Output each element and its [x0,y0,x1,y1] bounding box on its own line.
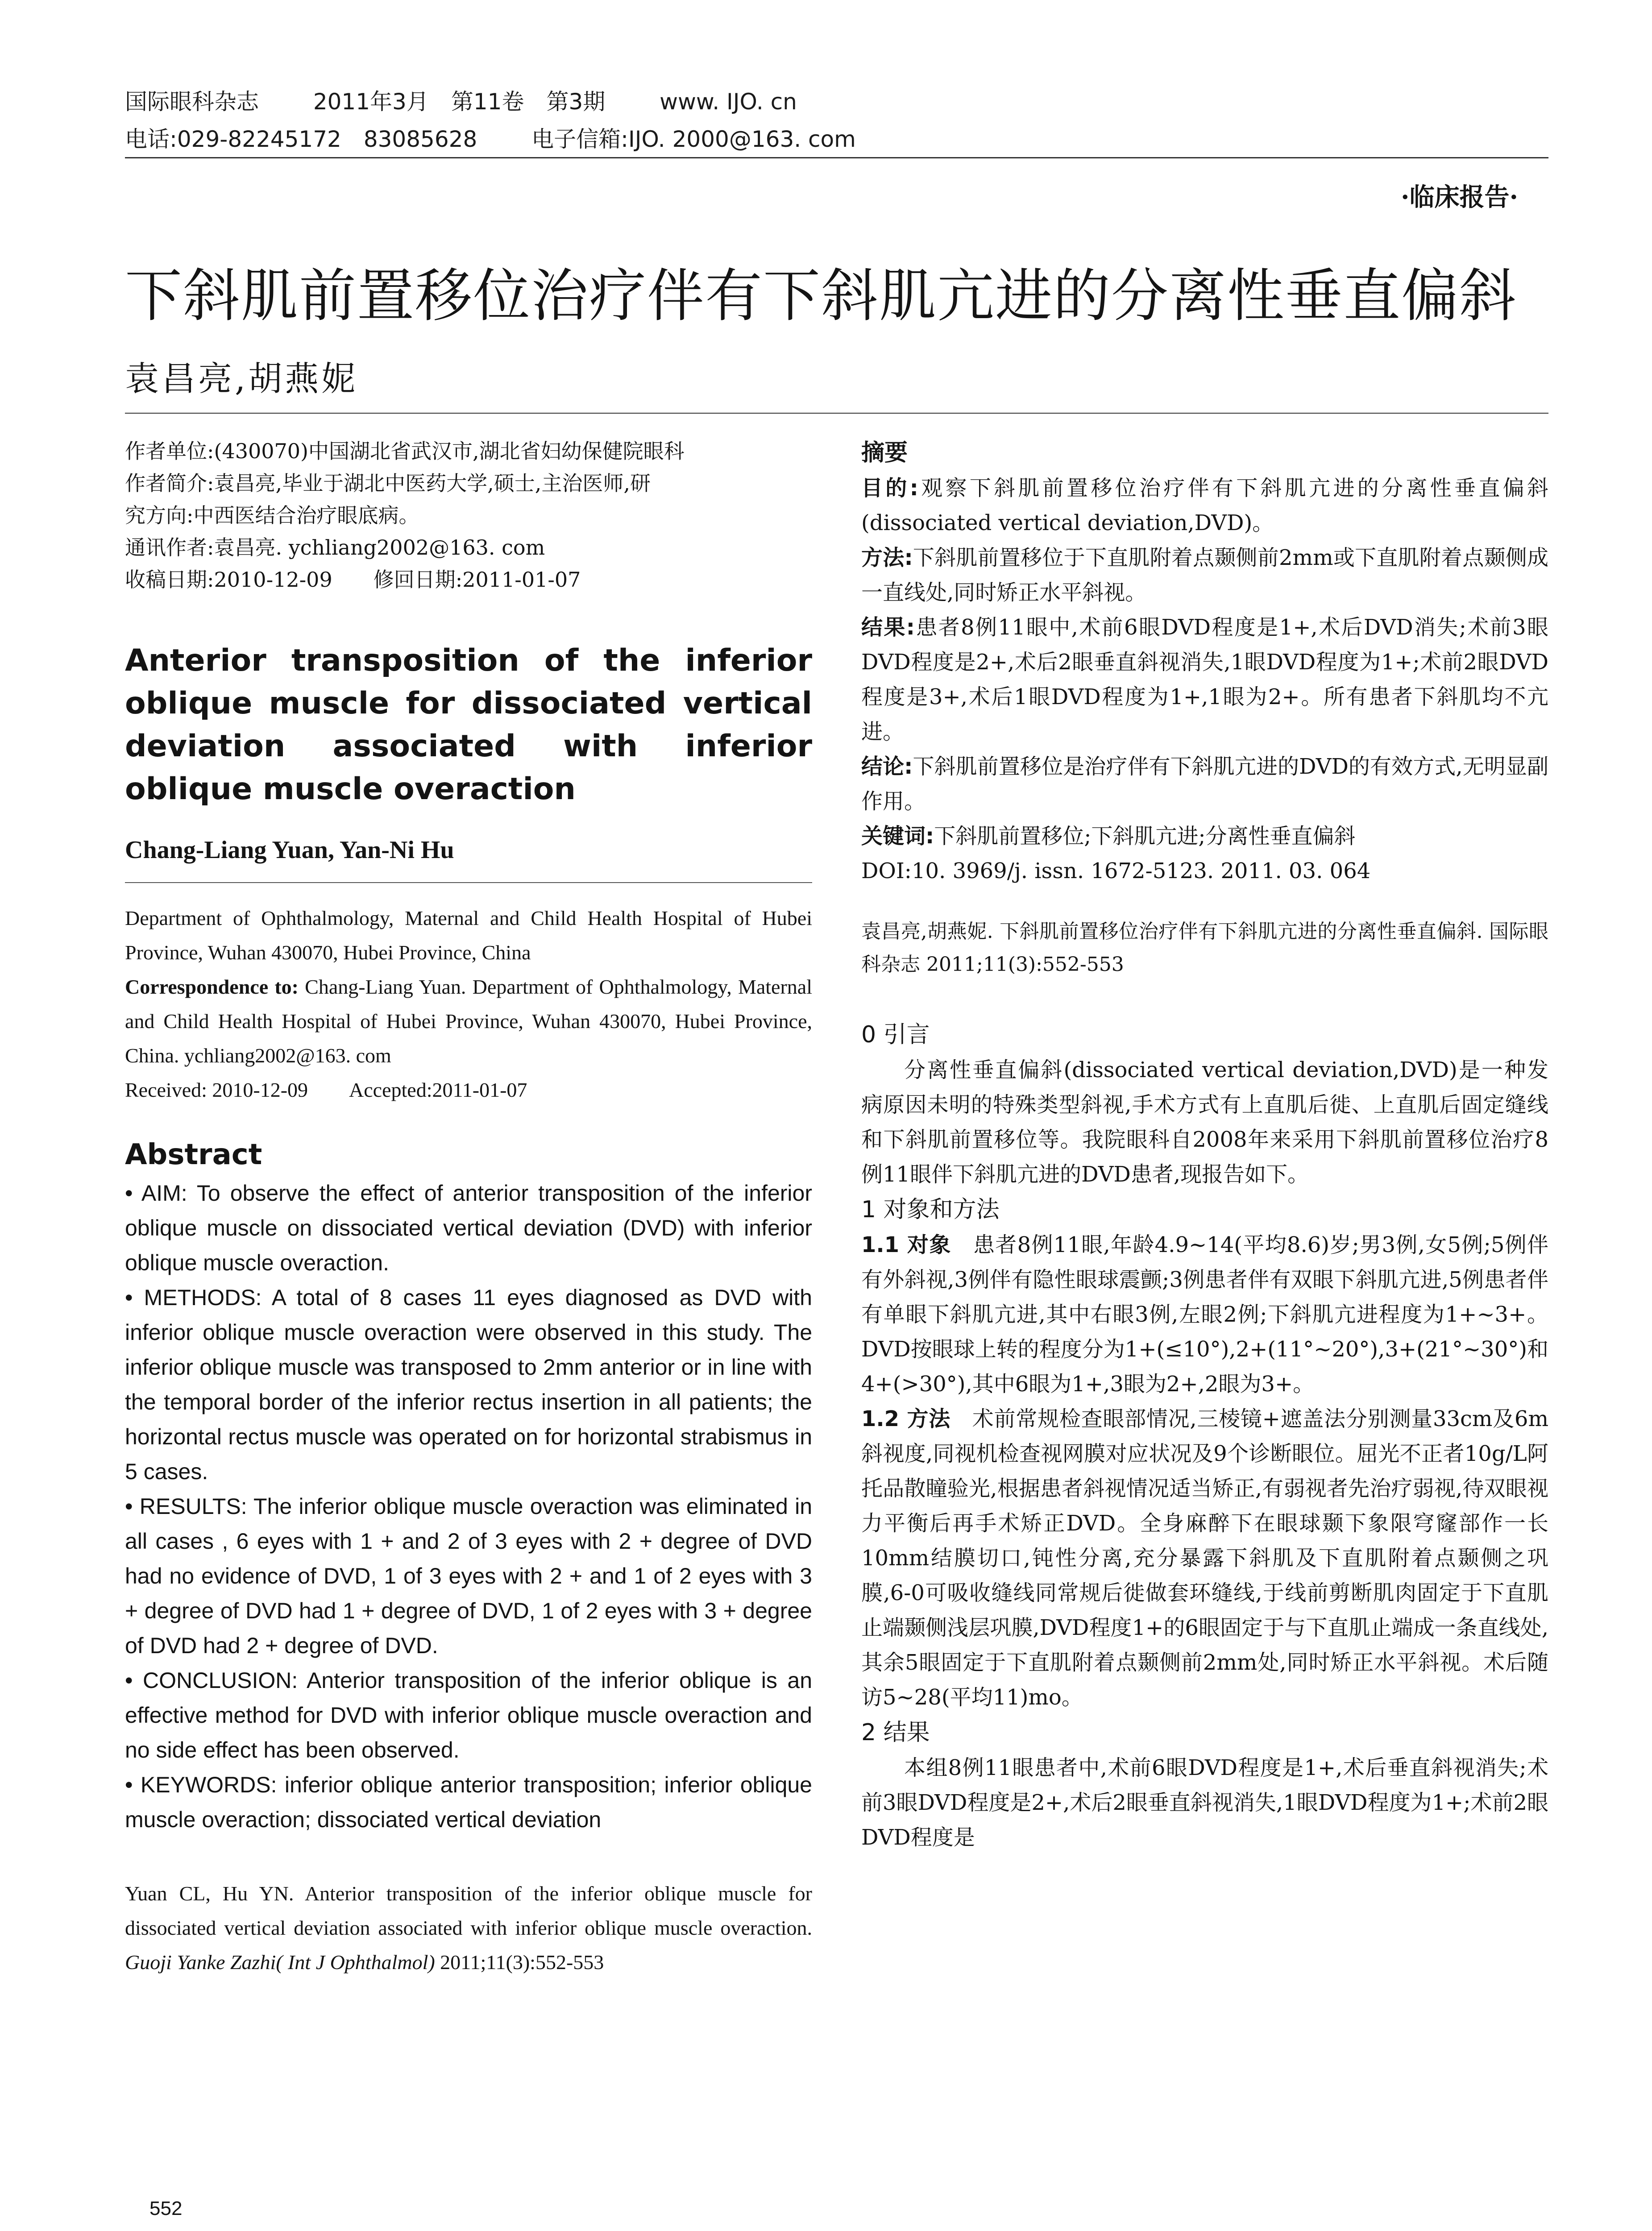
journal-name: 国际眼科杂志 [125,89,259,115]
cn-methods-label: 方法: [861,545,913,570]
subjects-label: 1.1 对象 [861,1232,973,1257]
cn-keywords-label: 关键词: [861,824,934,849]
cn-aim-text: 观察下斜肌前置移位治疗伴有下斜肌亢进的分离性垂直偏斜(dissociated vertical deviation,DVD)。 [861,476,1548,535]
cn-abstract-heading: 摘要 [861,440,908,466]
intro-paragraph: 分离性垂直偏斜(dissociated vertical deviation,DVD)是一种发病原因未明的特殊类型斜视,手术方式有上直肌后徙、上直肌后固定缝线和下斜肌前置移位等。我院眼科自2008年来采用下斜肌前置移位治疗8例11眼伴下斜肌亢进的DVD患者,现报告如下。 [861,1057,1548,1187]
intro-heading: 0 引言 [861,1021,930,1048]
left-column [125,435,812,1979]
abstract-results: • RESULTS: The inferior oblique muscle overaction was eliminated in all cases , 6 eyes with 1 + and 2 of 3 eyes with 2 + degree of DVD had no evidence of DVD, 1 of 3 eyes with 2 + and 1 of 2 eyes with 3 + degree of DVD had 1 + degree of DVD, 1 of 2 eyes with 3 + degree of DVD had 2 + degree of DVD. [125,1494,812,1658]
authors-cn: 袁昌亮,胡燕妮 [125,359,358,398]
author-info [125,435,812,596]
method-paragraph [861,1402,1548,1715]
abstract-aim: • AIM: To observe the effect of anterior transposition of the inferior oblique muscle on dissociated vertical deviation (DVD) with inferior oblique muscle overaction. [125,1181,812,1275]
method-label: 1.2 方法 [861,1406,972,1431]
cn-methods [861,540,1548,610]
english-authors-rule [125,882,812,883]
correspondence-label: Correspondence to: [125,975,299,998]
english-title: Anterior transposition of the inferior oblique muscle for dissociated vertical deviation associated with inferior oblique muscle overaction [125,643,812,807]
citation-text: Yuan CL, Hu YN. Anterior transposition of the inferior oblique muscle for dissociated vertical deviation associated with inferior oblique muscle overaction. [125,1882,812,1939]
cn-citation: 袁昌亮,胡燕妮. 下斜肌前置移位治疗伴有下斜肌亢进的分离性垂直偏斜. 国际眼科杂志 2011;11(3):552-553 [861,920,1548,976]
citation-journal: Guoji Yanke Zazhi( Int J Ophthalmol) [125,1951,435,1974]
cn-doi: DOI:10. 3969/j. issn. 1672-5123. 2011. 03. 064 [861,858,1371,883]
affiliation-cn: 作者单位:(430070)中国湖北省武汉市,湖北省妇幼保健院眼科 [125,439,685,463]
received-dates-cn: 收稿日期:2010-12-09 修回日期:2011-01-07 [125,568,581,592]
journal-header-line1 [125,84,797,116]
journal-phone: 电话:029-82245172 83085628 [125,126,477,152]
correspondence-text: Chang-Liang Yuan. Department of Ophthalmology, Maternal and Child Health Hospital of Hubei Province, Wuhan 430070, Hubei Province, China. ychliang2002@163. com [125,975,812,1067]
methods-heading: 1 对象和方法 [861,1196,1000,1223]
right-column [861,435,1548,1855]
title-rule [125,413,1548,414]
cn-conclusion-label: 结论: [861,754,913,779]
english-received: Received: 2010-12-09 Accepted:2011-01-07 [125,1078,527,1101]
results-paragraph: 本组8例11眼患者中,术前6眼DVD程度是1+,术后垂直斜视消失;术前3眼DVD程度是2+,术后2眼垂直斜视消失,1眼DVD程度为1+;术前2眼DVD程度是 [861,1755,1548,1850]
author-bio-line2: 究方向:中西医结合治疗眼底病。 [125,503,419,527]
abstract-conclusion: • CONCLUSION: Anterior transposition of the inferior oblique is an effective method for DVD with inferior oblique muscle overaction and no side effect has been observed. [125,1668,812,1762]
abstract-methods: • METHODS: A total of 8 cases 11 eyes diagnosed as DVD with inferior oblique muscle overaction were observed in this study. The inferior oblique muscle was transposed to 2mm anterior or in line with the temporal border of the inferior rectus insertion in all patients; the horizontal rectus muscle was operated on for horizontal strabismus in 5 cases. [125,1285,812,1484]
cn-methods-text: 下斜肌前置移位于下直肌附着点颞侧前2mm或下直肌附着点颞侧成一直线处,同时矫正水平斜视。 [861,545,1548,605]
cn-results-label: 结果: [861,615,915,640]
results-heading: 2 结果 [861,1719,930,1746]
cn-abstract [861,471,1548,888]
english-citation [125,1876,812,1979]
cn-aim [861,471,1548,540]
cn-keywords-text: 下斜肌前置移位;下斜肌亢进;分离性垂直偏斜 [934,824,1356,849]
method-text: 术前常规检查眼部情况,三棱镜+遮盖法分别测量33cm及6m斜视度,同视机检查视网膜对应状况及9个诊断眼位。屈光不正者10g/L阿托品散瞳验光,根据患者斜视情况适当矫正,有弱视者先治疗弱视,待双眼视力平衡后再手术矫正DVD。全身麻醉下在眼球颞下象限穹窿部作一长10mm结膜切口,钝性分离,充分暴露下斜肌及下直肌附着点颞侧之巩膜,6-0可吸收缝线同常规后徙做套环缝线,于线前剪断肌肉固定于下直肌止端颞侧浅层巩膜,DVD程度1+的6眼固定于与下直肌止端成一条直线处,其余5眼固定于下直肌附着点颞侧前2mm处,同时矫正水平斜视。术后随访5~28(平均11)mo。 [861,1406,1548,1710]
subjects-text: 患者8例11眼,年龄4.9~14(平均8.6)岁;男3例,女5例;5例伴有外斜视,3例伴有隐性眼球震颤;3例患者伴有双眼下斜肌亢进,5例患者伴有单眼下斜肌亢进,其中右眼3例,左眼2例;下斜肌亢进程度为1+~3+。DVD按眼球上转的程度分为1+(≤10°),2+(11°~20°),3+(21°~30°)和4+(>30°),其中6眼为1+,3眼为2+,2眼为3+。 [861,1232,1548,1397]
english-abstract [125,1176,812,1837]
issue-info: 2011年3月 第11卷 第3期 [313,89,606,115]
cn-conclusion-text: 下斜肌前置移位是治疗伴有下斜肌亢进的DVD的有效方式,无明显副作用。 [861,754,1548,814]
journal-header-line2 [125,121,856,153]
author-bio-line1: 作者简介:袁昌亮,毕业于湖北中医药大学,硕士,主治医师,研 [125,471,651,495]
section-label: ·临床报告· [1401,182,1518,212]
english-affiliation: Department of Ophthalmology, Maternal and Child Health Hospital of Hubei Province, Wuhan 430070, Hubei Province, China [125,907,812,964]
cn-results [861,610,1548,749]
cn-aim-label: 目的: [861,476,918,501]
page-number: 552 [149,2198,183,2219]
citation-volume: 2011;11(3):552-553 [435,1951,604,1974]
corresponding-author: 通讯作者:袁昌亮. ychliang2002@163. com [125,535,545,560]
english-correspondence [125,970,812,1073]
english-authors: Chang-Liang Yuan, Yan-Ni Hu [125,836,454,864]
cn-results-text: 患者8例11眼中,术前6眼DVD程度是1+,术后DVD消失;术前3眼DVD程度是2+,术后2眼垂直斜视消失,1眼DVD程度为1+;术前2眼DVD程度是3+,术后1眼DVD程度为1+,1眼为2+。所有患者下斜肌均不亢进。 [861,615,1548,744]
journal-website[interactable]: www. IJO. cn [660,89,797,115]
cn-conclusion [861,749,1548,819]
abstract-heading: Abstract [125,1138,262,1171]
subjects-paragraph [861,1227,1548,1402]
abstract-keywords: • KEYWORDS: inferior oblique anterior transposition; inferior oblique muscle overaction; dissociated vertical deviation [125,1772,812,1832]
header-rule [125,157,1548,158]
cn-keywords [861,819,1548,854]
journal-email[interactable]: 电子信箱:IJO. 2000@163. com [531,126,856,152]
article-title: 下斜肌前置移位治疗伴有下斜肌亢进的分离性垂直偏斜 [125,263,1518,329]
english-affiliation-block [125,901,812,1107]
